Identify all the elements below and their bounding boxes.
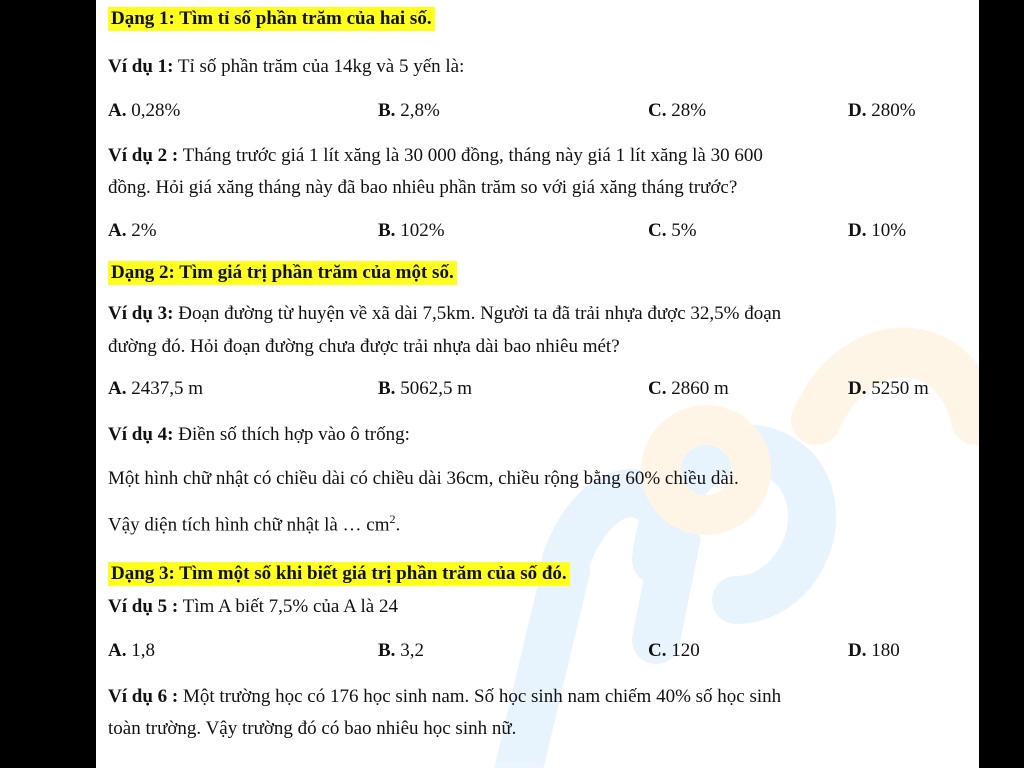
option-b: B. 102%: [378, 220, 445, 241]
example-3-text-1: Đoạn đường từ huyện về xã dài 7,5km. Người ta đã trải nhựa được 32,5% đoạn: [178, 303, 782, 324]
option-a: A. 0,28%: [108, 100, 181, 121]
example-4-question: [108, 424, 410, 446]
option-c: C. 28%: [648, 100, 707, 121]
example-1-label: Ví dụ 1:: [108, 56, 174, 77]
example-4-text-3: Vậy diện tích hình chữ nhật là … cm: [108, 514, 390, 536]
section-1-heading: [108, 8, 435, 30]
period: .: [395, 514, 401, 536]
example-2-options: [108, 220, 968, 248]
option-b: B. 3,2: [378, 640, 424, 661]
option-b: B. 2,8%: [378, 100, 440, 121]
superscript-2: 2: [389, 512, 396, 526]
example-2-question-line-1: [108, 145, 763, 167]
example-5-question: [108, 596, 398, 618]
example-4-text-1: Điền số thích hợp vào ô trống:: [178, 424, 410, 445]
example-3-label: Ví dụ 3:: [108, 303, 174, 324]
section-2-title: Dạng 2: Tìm giá trị phần trăm của một số.: [108, 261, 457, 285]
example-3-question-line-2: [108, 336, 620, 358]
example-6-text-1: Một trường học có 176 học sinh nam. Số học sinh nam chiếm 40% số học sinh: [182, 686, 782, 707]
example-4-line-3: [108, 512, 400, 536]
example-2-label: Ví dụ 2 :: [108, 145, 179, 166]
example-6-question-line-2: [108, 718, 516, 740]
example-2-text-2: đồng. Hỏi giá xăng tháng này đã bao nhiêu phần trăm so với giá xăng tháng trước?: [108, 177, 738, 198]
option-c: C. 5%: [648, 220, 697, 241]
example-4-text-2: Một hình chữ nhật có chiều dài có chiều dài 36cm, chiều rộng bằng 60% chiều dài.: [108, 468, 739, 489]
example-3-text-2: đường đó. Hỏi đoạn đường chưa được trải nhựa dài bao nhiêu mét?: [108, 336, 620, 357]
option-c: C. 120: [648, 640, 700, 661]
option-d: D. 10%: [848, 220, 907, 241]
example-1-options: [108, 100, 968, 128]
section-1-title: Dạng 1: Tìm tỉ số phần trăm của hai số.: [108, 7, 435, 31]
option-a: A. 1,8: [108, 640, 155, 661]
example-4-label: Ví dụ 4:: [108, 424, 174, 445]
example-3-question-line-1: [108, 303, 781, 325]
section-3-heading: [108, 563, 570, 585]
example-2-question-line-2: [108, 177, 737, 199]
example-1-text: Tỉ số phần trăm của 14kg và 5 yến là:: [177, 56, 465, 77]
example-1-question: [108, 56, 464, 78]
document-page: [96, 0, 979, 768]
section-2-heading: [108, 262, 457, 284]
option-a: A. 2%: [108, 220, 157, 241]
option-d: D. 5250 m: [848, 378, 929, 399]
option-b: B. 5062,5 m: [378, 378, 472, 399]
example-4-line-2: [108, 468, 739, 490]
example-5-label: Ví dụ 5 :: [108, 596, 179, 617]
example-5-text: Tìm A biết 7,5% của A là 24: [182, 596, 398, 617]
section-3-title: Dạng 3: Tìm một số khi biết giá trị phần trăm của số đó.: [108, 562, 570, 586]
example-3-options: [108, 378, 968, 406]
example-6-text-2: toàn trường. Vậy trường đó có bao nhiêu học sinh nữ.: [108, 718, 517, 739]
example-6-question-line-1: [108, 686, 781, 708]
example-2-text-1: Tháng trước giá 1 lít xăng là 30 000 đồng, tháng này giá 1 lít xăng là 30 600: [182, 145, 763, 166]
option-a: A. 2437,5 m: [108, 378, 204, 399]
option-d: D. 180: [848, 640, 900, 661]
example-5-options: [108, 640, 968, 668]
example-6-label: Ví dụ 6 :: [108, 686, 179, 707]
option-d: D. 280%: [848, 100, 916, 121]
option-c: C. 2860 m: [648, 378, 729, 399]
